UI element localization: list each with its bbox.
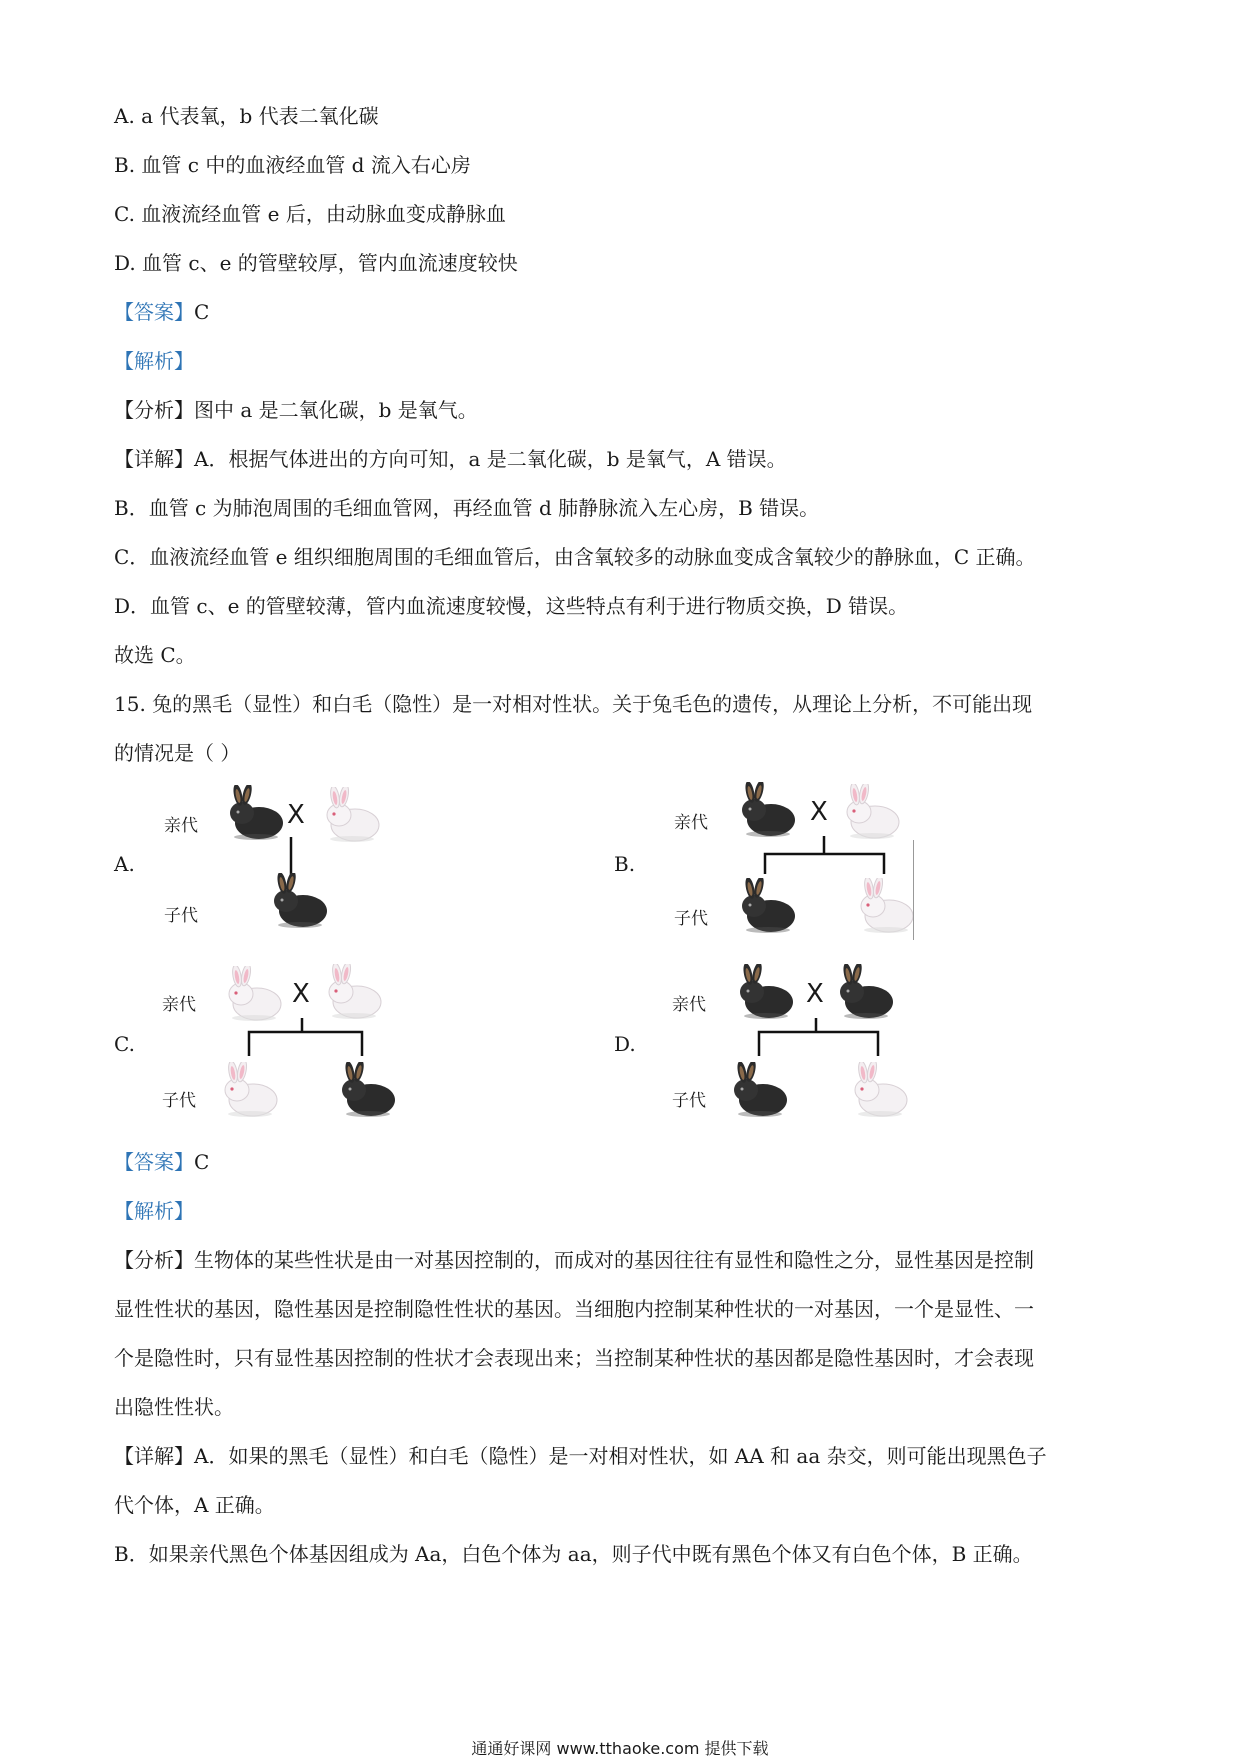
fenxi-text: 生物体的某些性状是由一对基因控制的，而成对的基因往往有显性和隐性之分，显性基因是控制	[194, 1248, 1034, 1272]
xiangjie-text: A．如果的黑毛（显性）和白毛（隐性）是一对相对性状，如 AA 和 aa 杂交，则可能出现黑色子	[194, 1444, 1047, 1468]
footer-credit: 通通好课网 www.tthaoke.com 提供下载	[471, 1739, 769, 1758]
black-rabbit-icon	[738, 782, 798, 838]
parent-label: 亲代	[672, 995, 706, 1015]
white-rabbit-icon	[224, 966, 284, 1022]
child-label: 子代	[674, 909, 708, 929]
xiangjie-tag: 【详解】	[114, 447, 194, 471]
q14-option-b: B. 血管 c 中的血液经血管 d 流入右心房	[114, 153, 471, 177]
parent-label: 亲代	[674, 813, 708, 833]
q14-detail-c: C．血液流经血管 e 组织细胞周围的毛细血管后，由含氧较多的动脉血变成含氧较少的静脉血，C 正确。	[114, 545, 1036, 569]
q15-option-d-label: D.	[614, 1032, 636, 1056]
cross-diagram-a	[160, 785, 400, 935]
q14-conclusion: 故选 C。	[114, 643, 196, 667]
q14-fenxi	[114, 396, 478, 424]
cross-diagram-d	[668, 962, 918, 1120]
black-rabbit-icon	[270, 873, 330, 929]
fenxi-text: 图中 a 是二氧化碳，b 是氧气。	[194, 398, 478, 422]
analysis-tag: 【解析】	[114, 349, 194, 373]
q14-detail-d: D．血管 c、e 的管壁较薄，管内血流速度较慢，这些特点有利于进行物质交换，D 错误。	[114, 594, 909, 618]
answer-tag: 【答案】	[114, 1150, 194, 1174]
black-rabbit-icon	[738, 878, 798, 934]
cross-diagram-c	[158, 962, 408, 1120]
q15-option-c-label: C.	[114, 1032, 135, 1056]
child-label: 子代	[672, 1091, 706, 1111]
q14-option-a: A. a 代表氧，b 代表二氧化碳	[114, 104, 379, 128]
parent-label: 亲代	[162, 995, 196, 1015]
white-rabbit-icon	[220, 1062, 280, 1118]
cross-diagram-b	[672, 782, 912, 940]
white-rabbit-icon	[850, 1062, 910, 1118]
black-rabbit-icon	[226, 785, 286, 841]
q15-fenxi-line2: 显性性状的基因，隐性基因是控制隐性性状的基因。当细胞内控制某种性状的一对基因，一个是显性、一	[114, 1297, 1034, 1321]
q15-stem-line1: 15. 兔的黑毛（显性）和白毛（隐性）是一对相对性状。关于兔毛色的遗传，从理论上分析，不可能出现	[114, 692, 1033, 716]
cross-symbol: X	[292, 979, 310, 1009]
answer-value: C	[194, 1150, 210, 1174]
black-rabbit-icon	[736, 964, 796, 1020]
q15-stem-line2: 的情况是（ ）	[114, 741, 241, 765]
white-rabbit-icon	[856, 878, 916, 934]
q15-xiangjie-a-line2: 代个体，A 正确。	[114, 1493, 275, 1517]
black-rabbit-icon	[730, 1062, 790, 1118]
q14-analysis-heading	[114, 347, 194, 375]
descent-line	[288, 837, 294, 877]
q15-fenxi-line1	[114, 1246, 1034, 1274]
cross-symbol: X	[287, 800, 305, 830]
xiangjie-text: A．根据气体进出的方向可知，a 是二氧化碳，b 是氧气，A 错误。	[194, 447, 787, 471]
q15-option-b-label: B.	[614, 852, 636, 876]
descent-bracket	[246, 1018, 366, 1058]
child-label: 子代	[162, 1091, 196, 1111]
q15-xiangjie-b: B．如果亲代黑色个体基因组成为 Aa，白色个体为 aa，则子代中既有黑色个体又有白色个体，B 正确。	[114, 1542, 1033, 1566]
q14-option-c: C. 血液流经血管 e 后，由动脉血变成静脉血	[114, 202, 506, 226]
divider	[913, 840, 914, 940]
q14-option-d: D. 血管 c、e 的管壁较厚，管内血流速度较快	[114, 251, 518, 275]
white-rabbit-icon	[842, 784, 902, 840]
parent-label: 亲代	[164, 816, 198, 836]
white-rabbit-icon	[324, 964, 384, 1020]
cross-symbol: X	[806, 979, 824, 1009]
q15-option-a-label: A.	[114, 852, 135, 876]
q15-xiangjie-a-line1	[114, 1442, 1047, 1470]
black-rabbit-icon	[338, 1062, 398, 1118]
xiangjie-tag: 【详解】	[114, 1444, 194, 1468]
descent-bracket	[756, 1018, 882, 1058]
q15-fenxi-line4: 出隐性性状。	[114, 1395, 234, 1419]
fenxi-tag: 【分析】	[114, 1248, 194, 1272]
q15-analysis-heading	[114, 1197, 194, 1225]
cross-symbol: X	[810, 797, 828, 827]
q15-fenxi-line3: 个是隐性时，只有显性基因控制的性状才会表现出来；当控制某种性状的基因都是隐性基因时，才会表现	[114, 1346, 1034, 1370]
q14-detail-b: B．血管 c 为肺泡周围的毛细血管网，再经血管 d 肺静脉流入左心房，B 错误。	[114, 496, 820, 520]
black-rabbit-icon	[836, 964, 896, 1020]
q15-answer	[114, 1148, 209, 1176]
q14-answer	[114, 298, 209, 326]
answer-value: C	[194, 300, 210, 324]
analysis-tag: 【解析】	[114, 1199, 194, 1223]
answer-tag: 【答案】	[114, 300, 194, 324]
descent-bracket	[762, 836, 887, 876]
white-rabbit-icon	[322, 787, 382, 843]
fenxi-tag: 【分析】	[114, 398, 194, 422]
q14-xiangjie	[114, 445, 787, 473]
child-label: 子代	[164, 906, 198, 926]
